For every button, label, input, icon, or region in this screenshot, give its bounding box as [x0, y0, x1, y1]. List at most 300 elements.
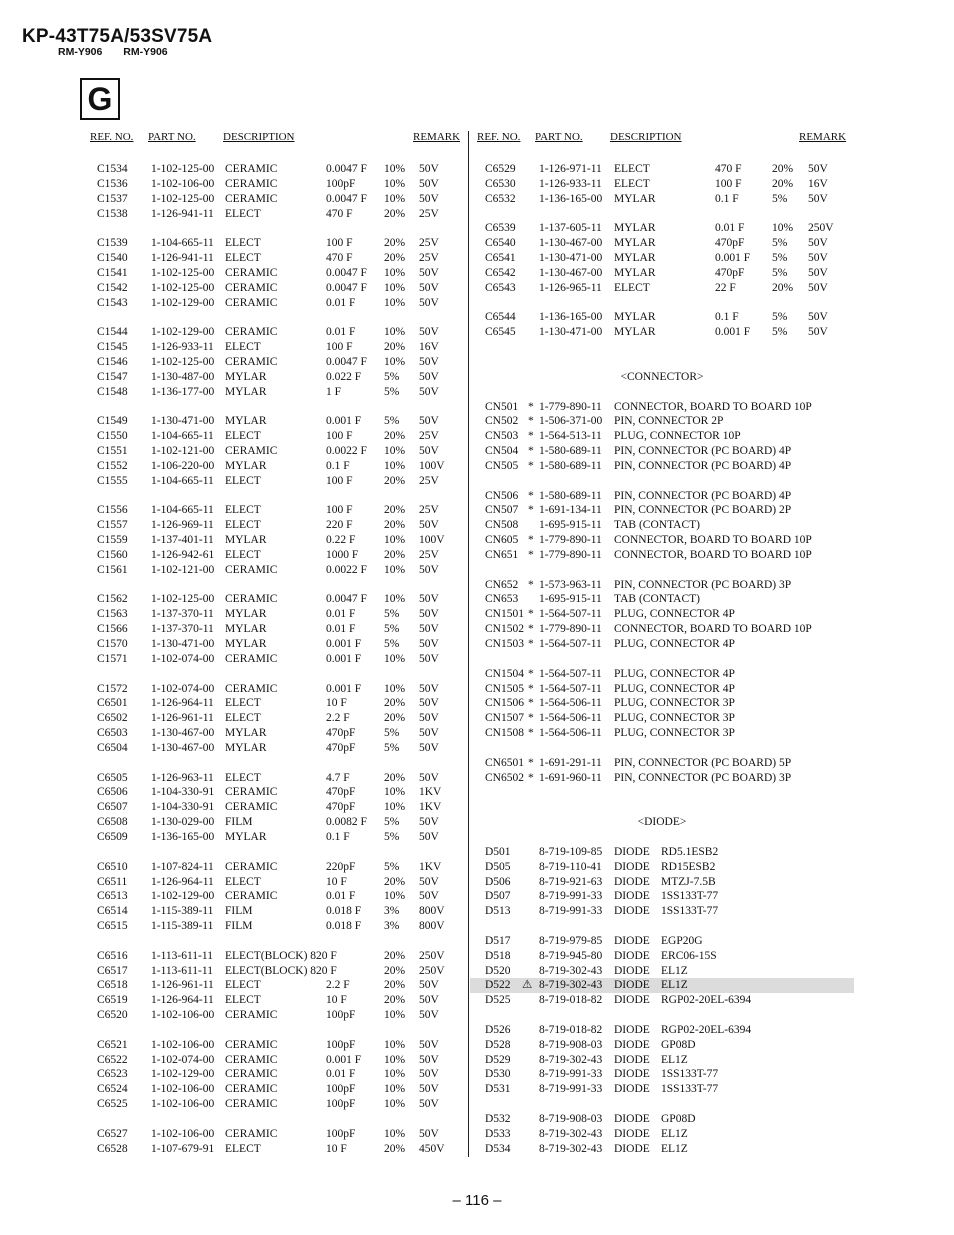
table-row: [0, 1038, 468, 1053]
part-no: 1-695-915-11: [539, 519, 602, 532]
part-no: 1-137-605-11: [539, 222, 602, 235]
rating: 50V: [419, 697, 439, 710]
part-no: 1-104-330-91: [151, 801, 215, 814]
table-row: [0, 622, 468, 637]
part-no: 1-130-471-00: [539, 326, 603, 339]
description: CERAMIC: [225, 652, 278, 665]
value: 0.01 F: [326, 296, 356, 309]
part-no: 1-102-074-00: [151, 652, 215, 665]
rating: 50V: [419, 741, 439, 754]
value: 10 F: [326, 875, 347, 888]
ref-no: D522: [485, 979, 511, 992]
table-row: [0, 1097, 468, 1112]
value: 100pF: [326, 1009, 356, 1022]
part-no: 8-719-991-33: [539, 1068, 603, 1081]
rating: 50V: [808, 311, 828, 324]
ref-no: D529: [485, 1053, 511, 1066]
safety-mark: *: [528, 548, 534, 561]
value: 1 F: [326, 385, 342, 398]
remote-model: RM-Y906: [58, 46, 103, 58]
ref-no: C1545: [97, 341, 128, 354]
value: 470pF: [326, 786, 356, 799]
rating: 50V: [419, 890, 439, 903]
description: PIN, CONNECTOR (PC BOARD) 2P: [614, 504, 792, 517]
rating: 16V: [419, 341, 439, 354]
part-no: 1-102-129-00: [151, 1068, 215, 1081]
ref-no: C6509: [97, 830, 128, 843]
part-no: 1-564-506-11: [539, 697, 602, 710]
tolerance: 20%: [772, 281, 794, 294]
ref-no: D534: [485, 1142, 511, 1155]
safety-mark: *: [528, 638, 534, 650]
description: PIN, CONNECTOR (PC BOARD) 4P: [614, 459, 792, 472]
value: 0.1 F: [326, 830, 350, 843]
ref-no: D501: [485, 845, 511, 858]
part-no: 1-779-890-11: [539, 400, 602, 413]
ref-no: C6506: [97, 786, 128, 799]
ref-no: C6513: [97, 890, 128, 903]
tolerance: 20%: [384, 771, 406, 784]
tolerance: 10%: [384, 1053, 406, 1066]
part-no: 1-137-401-11: [151, 534, 214, 547]
value: 0.0047 F: [326, 281, 367, 294]
value: 100pF: [326, 177, 356, 190]
part-no: 1-102-106-00: [151, 1083, 215, 1096]
part-no: 1-102-106-00: [151, 177, 215, 190]
description: ELECT: [225, 712, 261, 725]
description: CERAMIC: [225, 177, 278, 190]
ref-no: CN1505: [485, 682, 524, 695]
description: FILM: [225, 816, 253, 829]
rating: 25V: [419, 474, 439, 487]
description: CERAMIC: [225, 192, 278, 205]
header-part-no: PART NO.: [148, 131, 196, 143]
table-row: [0, 875, 468, 890]
ref-no: C6510: [97, 860, 128, 873]
ref-no: C6528: [97, 1142, 128, 1155]
ref-no: C1559: [97, 534, 128, 547]
part-no: 1-102-129-00: [151, 296, 215, 309]
part-type: ERC06-15S: [661, 949, 717, 962]
table-row: [0, 503, 468, 518]
ref-no: C1563: [97, 608, 128, 621]
part-type: EL1Z: [661, 1053, 688, 1066]
rating: 50V: [808, 237, 828, 250]
tolerance: 5%: [772, 237, 788, 250]
part-no: 1-126-961-11: [151, 979, 214, 992]
part-type: RGP02-20EL-6394: [661, 1023, 752, 1036]
rating: 50V: [419, 994, 439, 1007]
tolerance: 20%: [384, 430, 406, 443]
tolerance: 10%: [384, 593, 406, 606]
value: 4.7 F: [326, 771, 350, 784]
value: 0.01 F: [326, 326, 356, 339]
spacer-row: [470, 1097, 854, 1112]
part-no: 1-102-125-00: [151, 355, 215, 368]
part-no: 1-102-125-00: [151, 281, 215, 294]
value: 0.0047 F: [326, 163, 367, 175]
part-no: 1-126-964-11: [151, 697, 214, 710]
part-type: RD5.1ESB2: [661, 845, 719, 858]
ref-no: D526: [485, 1023, 511, 1036]
description: MYLAR: [614, 311, 656, 324]
part-no: 1-102-074-00: [151, 682, 215, 695]
part-no: 1-126-971-11: [539, 163, 602, 175]
ref-no: C1566: [97, 623, 128, 636]
tolerance: 10%: [384, 177, 406, 190]
description: DIODE: [614, 890, 650, 903]
part-type: RD15ESB2: [661, 860, 716, 873]
page-number: – 116 –: [452, 1192, 502, 1209]
part-no: 1-104-665-11: [151, 430, 214, 443]
description: ELECT: [614, 163, 650, 175]
ref-no: C1557: [97, 519, 128, 532]
part-type: EL1Z: [661, 1127, 688, 1140]
rating: 450V: [419, 1142, 445, 1155]
section-heading: [470, 370, 854, 385]
description: ELECT: [225, 771, 261, 784]
table-row: [0, 682, 468, 697]
ref-no: CN651: [485, 548, 519, 561]
table-row: [470, 177, 854, 192]
description: ELECT: [225, 697, 261, 710]
ref-no: C6542: [485, 266, 516, 279]
tolerance: 20%: [384, 548, 406, 561]
table-row: [0, 785, 468, 800]
description: CERAMIC: [225, 593, 278, 606]
spacer-row: [470, 1008, 854, 1023]
safety-mark: *: [528, 400, 534, 413]
table-row: [470, 904, 854, 919]
part-no: 1-580-689-11: [539, 489, 602, 502]
table-row: [470, 889, 854, 904]
description: DIODE: [614, 1142, 650, 1155]
tolerance: 20%: [384, 237, 406, 250]
ref-no: C6519: [97, 994, 128, 1007]
description: CERAMIC: [225, 860, 278, 873]
table-row: [0, 281, 468, 296]
part-no: 1-126-941-11: [151, 252, 214, 265]
table-row: [0, 459, 468, 474]
table-row: [470, 949, 854, 964]
rating: 25V: [419, 430, 439, 443]
tolerance: 10%: [772, 222, 794, 235]
table-row: [470, 682, 854, 697]
description: MYLAR: [225, 727, 267, 740]
rating: 250V: [419, 949, 445, 962]
description: CERAMIC: [225, 1127, 278, 1140]
spacer-row: [470, 355, 854, 370]
description: DIODE: [614, 1068, 650, 1081]
rating: 50V: [419, 281, 439, 294]
table-row: [0, 1142, 468, 1157]
left-parts-list: [0, 162, 468, 1157]
ref-no: C1570: [97, 638, 128, 650]
spacer-row: [0, 667, 468, 682]
part-no: 1-779-890-11: [539, 623, 602, 636]
description: CERAMIC: [225, 682, 278, 695]
safety-mark: *: [528, 489, 534, 502]
model-title: KP-43T75A/53SV75A: [22, 26, 213, 47]
ref-no: C6540: [485, 237, 516, 250]
description: DIODE: [614, 994, 650, 1007]
table-row: [0, 904, 468, 919]
rating: 50V: [419, 593, 439, 606]
table-row: [470, 221, 854, 236]
ref-no: CN1501: [485, 608, 524, 621]
rating: 1KV: [419, 786, 442, 799]
value: 0.1 F: [326, 459, 350, 472]
part-no: 1-102-106-00: [151, 1127, 215, 1140]
table-row: [0, 830, 468, 845]
ref-no: C1551: [97, 445, 128, 458]
table-row: [0, 637, 468, 652]
ref-no: C1561: [97, 563, 128, 576]
value: 0.1 F: [715, 192, 739, 205]
ref-no: C1541: [97, 266, 128, 279]
ref-no: CN501: [485, 400, 519, 413]
description: ELECT: [614, 281, 650, 294]
description: MYLAR: [225, 459, 267, 472]
part-no: 1-691-960-11: [539, 771, 602, 784]
table-row: [0, 978, 468, 993]
table-row: [470, 637, 854, 652]
rating: 50V: [419, 177, 439, 190]
ref-no: D505: [485, 860, 511, 873]
ref-no: CN1503: [485, 638, 524, 650]
description: ELECT: [225, 207, 261, 220]
part-no: 1-102-125-00: [151, 192, 215, 205]
part-no: 1-126-933-11: [539, 177, 602, 190]
ref-no: D531: [485, 1083, 511, 1096]
part-no: 8-719-979-85: [539, 934, 603, 947]
value: 0.001 F: [715, 252, 751, 265]
table-row: [470, 192, 854, 207]
spacer-row: [470, 563, 854, 578]
table-row: [470, 503, 854, 518]
description: DIODE: [614, 949, 650, 962]
table-row: [470, 978, 854, 993]
part-no: 8-719-991-33: [539, 890, 603, 903]
ref-no: C6511: [97, 875, 128, 888]
column-divider: [468, 131, 469, 1157]
tolerance: 20%: [384, 979, 406, 992]
description: DIODE: [614, 845, 650, 858]
value: 100 F: [326, 504, 353, 517]
part-no: 1-126-964-11: [151, 875, 214, 888]
rating: 50V: [419, 830, 439, 843]
ref-no: D506: [485, 875, 511, 888]
table-row: [470, 875, 854, 890]
ref-no: CN502: [485, 415, 519, 428]
description: DIODE: [614, 860, 650, 873]
value: 2.2 F: [326, 979, 350, 992]
header-description: DESCRIPTION: [223, 131, 295, 143]
description: DIODE: [614, 964, 650, 977]
value: 0.0047 F: [326, 593, 367, 606]
description: MYLAR: [614, 252, 656, 265]
table-row: [0, 251, 468, 266]
value: 0.001 F: [326, 652, 362, 665]
part-no: 1-102-106-00: [151, 1038, 215, 1051]
table-row: [0, 1067, 468, 1082]
value: 1000 F: [326, 548, 359, 561]
ref-no: C1536: [97, 177, 128, 190]
value: 470pF: [715, 237, 745, 250]
table-row: [0, 355, 468, 370]
description: ELECT: [225, 1142, 261, 1155]
table-row: [470, 1127, 854, 1142]
description: PIN, CONNECTOR 2P: [614, 415, 724, 428]
tolerance: 20%: [384, 949, 406, 962]
part-no: 8-719-018-82: [539, 994, 603, 1007]
tolerance: 20%: [772, 177, 794, 190]
ref-no: C6523: [97, 1068, 128, 1081]
spacer-row: [0, 756, 468, 771]
part-no: 1-580-689-11: [539, 445, 602, 458]
ref-no: C1547: [97, 370, 128, 383]
ref-no: D518: [485, 949, 511, 962]
tolerance: 10%: [384, 326, 406, 339]
safety-mark: *: [528, 682, 534, 695]
description: TAB (CONTACT): [614, 519, 700, 532]
description: CERAMIC: [225, 163, 278, 175]
table-row: [470, 578, 854, 593]
spacer-row: [470, 741, 854, 756]
table-row: [470, 533, 854, 548]
rating: 50V: [419, 727, 439, 740]
ref-no: C6518: [97, 979, 128, 992]
value: 0.001 F: [715, 326, 751, 339]
ref-no: CN504: [485, 445, 519, 458]
ref-no: C1571: [97, 652, 128, 665]
table-row: [470, 756, 854, 771]
ref-no: D528: [485, 1038, 511, 1051]
value: 0.018 F: [326, 905, 362, 918]
value: 100 F: [715, 177, 742, 190]
ref-no: C6527: [97, 1127, 128, 1140]
rating: 50V: [419, 1098, 439, 1111]
ref-no: C6525: [97, 1098, 128, 1111]
ref-no: C6530: [485, 177, 516, 190]
table-row: [0, 162, 468, 177]
tolerance: 10%: [384, 192, 406, 205]
description: DIODE: [614, 1127, 650, 1140]
description: MYLAR: [225, 415, 267, 428]
description: CERAMIC: [225, 890, 278, 903]
spacer-row: [470, 919, 854, 934]
part-no: 1-126-942-61: [151, 548, 215, 561]
description: PIN, CONNECTOR (PC BOARD) 3P: [614, 578, 792, 591]
description: MYLAR: [614, 266, 656, 279]
description: CONNECTOR, BOARD TO BOARD 10P: [614, 623, 812, 636]
description: MYLAR: [225, 638, 267, 650]
table-row: [470, 414, 854, 429]
table-row: [470, 1067, 854, 1082]
description: ELECT: [225, 979, 261, 992]
table-row: [470, 845, 854, 860]
spacer-row: [470, 474, 854, 489]
rating: 25V: [419, 548, 439, 561]
ref-no: C6507: [97, 801, 128, 814]
rating: 50V: [419, 1053, 439, 1066]
ref-no: CN1504: [485, 667, 524, 680]
tolerance: 5%: [384, 816, 400, 829]
description: MYLAR: [614, 326, 656, 339]
description: ELECT: [225, 994, 261, 1007]
table-row: [0, 889, 468, 904]
part-no: 1-695-915-11: [539, 593, 602, 606]
table-row: [470, 429, 854, 444]
rating: 50V: [808, 266, 828, 279]
ref-no: C1572: [97, 682, 128, 695]
tolerance: 5%: [384, 860, 400, 873]
ref-no: D513: [485, 905, 511, 918]
ref-no: C6522: [97, 1053, 128, 1066]
spacer-row: [0, 934, 468, 949]
rating: 25V: [419, 207, 439, 220]
section-letter-box: G: [80, 78, 120, 120]
part-type: MTZJ-7.5B: [661, 875, 716, 888]
ref-no: D530: [485, 1068, 511, 1081]
header-remark: REMARK: [799, 131, 847, 143]
tolerance: 10%: [384, 459, 406, 472]
ref-no: CN1507: [485, 712, 524, 725]
rating: 50V: [419, 608, 439, 621]
value: 100pF: [326, 1098, 356, 1111]
spacer-row: [470, 652, 854, 667]
table-row: [0, 385, 468, 400]
value: 0.001 F: [326, 1053, 362, 1066]
table-row: [470, 1112, 854, 1127]
ref-no: C6532: [485, 192, 516, 205]
part-type: GP08D: [661, 1038, 696, 1051]
description: PIN, CONNECTOR (PC BOARD) 5P: [614, 756, 792, 769]
part-no: 1-104-665-11: [151, 474, 214, 487]
tolerance: 10%: [384, 266, 406, 279]
tolerance: 10%: [384, 1068, 406, 1081]
description: PLUG, CONNECTOR 3P: [614, 727, 735, 740]
rating: 25V: [419, 237, 439, 250]
spacer-row: [0, 310, 468, 325]
part-no: 1-130-029-00: [151, 816, 215, 829]
part-no: 1-779-890-11: [539, 548, 602, 561]
ref-no: CN1506: [485, 697, 524, 710]
tolerance: 5%: [772, 311, 788, 324]
tolerance: 10%: [384, 682, 406, 695]
description: MYLAR: [225, 741, 267, 754]
part-no: 1-126-964-11: [151, 994, 214, 1007]
part-no: 1-130-471-00: [151, 415, 215, 428]
part-no: 8-719-109-85: [539, 845, 603, 858]
part-no: 1-130-467-00: [151, 741, 215, 754]
rating: 50V: [419, 771, 439, 784]
ref-no: C1537: [97, 192, 128, 205]
table-row: [0, 518, 468, 533]
ref-no: C1552: [97, 459, 128, 472]
part-no: 1-126-941-11: [151, 207, 214, 220]
ref-no: CN508: [485, 519, 519, 532]
safety-mark: *: [528, 578, 534, 591]
description: DIODE: [614, 875, 650, 888]
spacer-row: [0, 1112, 468, 1127]
ref-no: C1539: [97, 237, 128, 250]
table-row: [470, 281, 854, 296]
value: 0.0047 F: [326, 266, 367, 279]
value: 0.22 F: [326, 534, 356, 547]
part-type: EL1Z: [661, 1142, 688, 1155]
rating: 50V: [419, 163, 439, 175]
